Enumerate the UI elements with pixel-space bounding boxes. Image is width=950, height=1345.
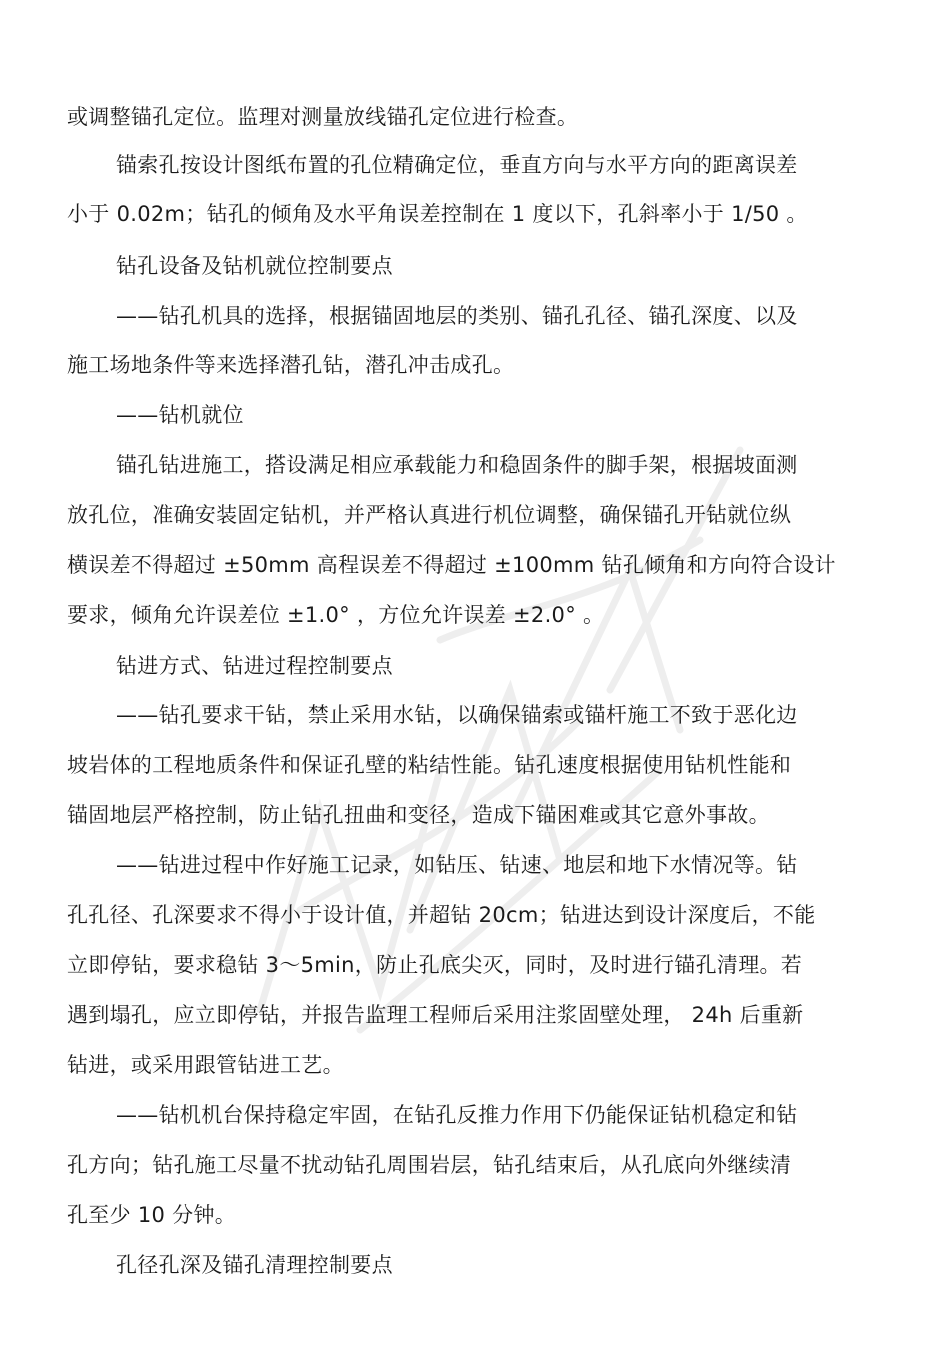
section-heading: 孔径孔深及锚孔清理控制要点: [116, 1253, 393, 1277]
text-line-19: 遇到塌孔，应立即停钻，并报告监理工程师后采用注浆固壁处理， 24h 后重新: [67, 1003, 804, 1027]
section-heading: 钻进方式、钻进过程控制要点: [116, 654, 393, 678]
text-line-7: ——钻机就位: [116, 403, 244, 427]
text-line-22: 孔方向；钻孔施工尽量不扰动钻孔周围岩层，钻孔结束后，从孔底向外继续清: [67, 1153, 792, 1177]
text-line-8: 锚孔钻进施工，搭设满足相应承载能力和稳固条件的脚手架，根据坡面测: [116, 453, 798, 477]
section-heading: 钻孔设备及钻机就位控制要点: [116, 254, 393, 278]
text-line-14: 坡岩体的工程地质条件和保证孔壁的粘结性能。钻孔速度根据使用钻机性能和: [67, 753, 792, 777]
text-line-17: 孔孔径、孔深要求不得小于设计值，并超钻 20cm；钻进达到设计深度后，不能: [67, 903, 816, 927]
text-line-18: 立即停钻，要求稳钻 3～5min，防止孔底尖灭，同时，及时进行锚孔清理。若: [67, 953, 803, 977]
watermark-stamp: [180, 390, 800, 1090]
text-line-11: 要求，倾角允许误差位 ±1.0° ，方位允许误差 ±2.0° 。: [67, 603, 605, 627]
text-line-5: ——钻孔机具的选择，根据锚固地层的类别、锚孔孔径、锚孔深度、以及: [116, 304, 798, 328]
text-line-20: 钻进，或采用跟管钻进工艺。: [67, 1053, 344, 1077]
text-line-21: ——钻机机台保持稳定牢固，在钻孔反推力作用下仍能保证钻机稳定和钻: [116, 1103, 798, 1127]
text-line-3: 小于 0.02m；钻孔的倾角及水平角误差控制在 1 度以下，孔斜率小于 1/50 。: [67, 202, 808, 226]
text-line-1: 或调整锚孔定位。监理对测量放线锚孔定位进行检查。: [67, 105, 579, 129]
text-line-13: ——钻孔要求干钻，禁止采用水钻，以确保锚索或锚杆施工不致于恶化边: [116, 703, 798, 727]
text-line-2: 锚索孔按设计图纸布置的孔位精确定位，垂直方向与水平方向的距离误差: [116, 153, 798, 177]
text-line-16: ——钻进过程中作好施工记录，如钻压、钻速、地层和地下水情况等。钻: [116, 853, 798, 877]
text-line-6: 施工场地条件等来选择潜孔钻，潜孔冲击成孔。: [67, 353, 515, 377]
text-line-10: 横误差不得超过 ±50mm 高程误差不得超过 ±100mm 钻孔倾角和方向符合设计: [67, 553, 836, 577]
text-line-23: 孔至少 10 分钟。: [67, 1203, 237, 1227]
text-line-15: 锚固地层严格控制，防止钻孔扭曲和变径，造成下锚困难或其它意外事故。: [67, 803, 770, 827]
text-line-9: 放孔位，准确安装固定钻机，并严格认真进行机位调整，确保锚孔开钻就位纵: [67, 503, 792, 527]
